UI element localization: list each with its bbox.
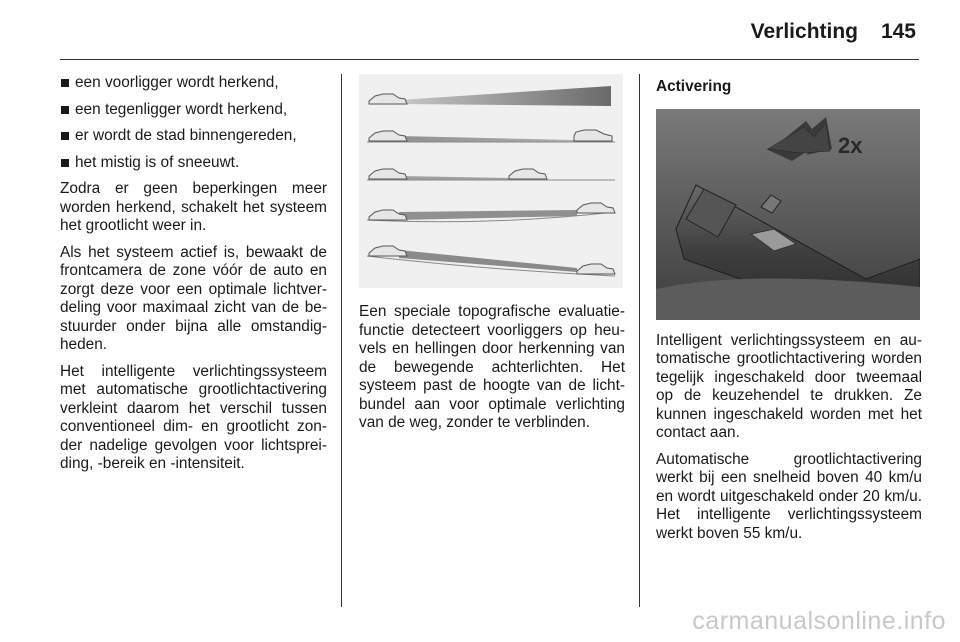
body-paragraph: Intelligent verlichtingssysteem en automatische grootlichtactivering worden tegelijk ingeschakeld door tweemaal op de keuzehendel te drukken. Ze kunnen ingeschakeld worden met het contact aan.	[656, 331, 922, 441]
body-paragraph: Het intelligente verlichtingssysteem met automatische grootlichtactivering verkleint daarom het verschil tussen conventioneel dim- en grootlicht zonder nadelige gevolgen voor lichtspreiding, -bereik en -intensiteit.	[60, 362, 327, 472]
section-heading: Activering	[656, 78, 732, 95]
light-switch-lever-illustration	[656, 109, 920, 320]
page-title: Verlichting	[750, 20, 858, 43]
column-divider	[341, 74, 342, 607]
body-paragraph: Als het systeem actief is, bewaakt de frontcamera de zone vóór de auto en zorgt deze voor een optimale lichtverdeling voor maximaal zicht van de bestuurder onder bijna alle omstandigheden.	[60, 243, 327, 353]
column-right	[656, 74, 922, 551]
page-header	[0, 0, 960, 60]
header-divider	[60, 59, 919, 60]
body-paragraph: Zodra er geen beperkingen meer worden herkend, schakelt het systeem het grootlicht weer in.	[60, 180, 327, 234]
bullet-item: er wordt de stad binnengereden,	[60, 127, 327, 146]
page-number: 145	[880, 20, 916, 43]
column-divider	[639, 74, 640, 607]
bullet-item: een voorligger wordt herkend,	[60, 74, 327, 93]
bullet-item: het mistig is of sneeuwt.	[60, 154, 327, 173]
figure-caption: Een speciale topografische evaluatiefunctie detecteert voorliggers op heuvels en hellingen door herkenning van de bewegende achterlichten. Het systeem past de hoogte van de lichtbundel aan voor optimale verlichting van de weg, zonder te verblinden.	[359, 303, 625, 431]
press-count-label: 2x	[838, 132, 863, 158]
watermark: carmanualsonline.info	[692, 607, 946, 635]
body-paragraph: Automatische grootlichtactivering werkt bij een snelheid boven 40 km/u en wordt uitgeschakeld onder 20 km/u. Het intelligente verlichtingssysteem werkt boven 55 km/u.	[656, 450, 922, 542]
column-middle	[359, 74, 625, 441]
bullet-item: een tegenligger wordt herkend,	[60, 101, 327, 120]
headlight-beam-patterns-illustration	[359, 74, 623, 288]
column-left	[60, 74, 327, 482]
